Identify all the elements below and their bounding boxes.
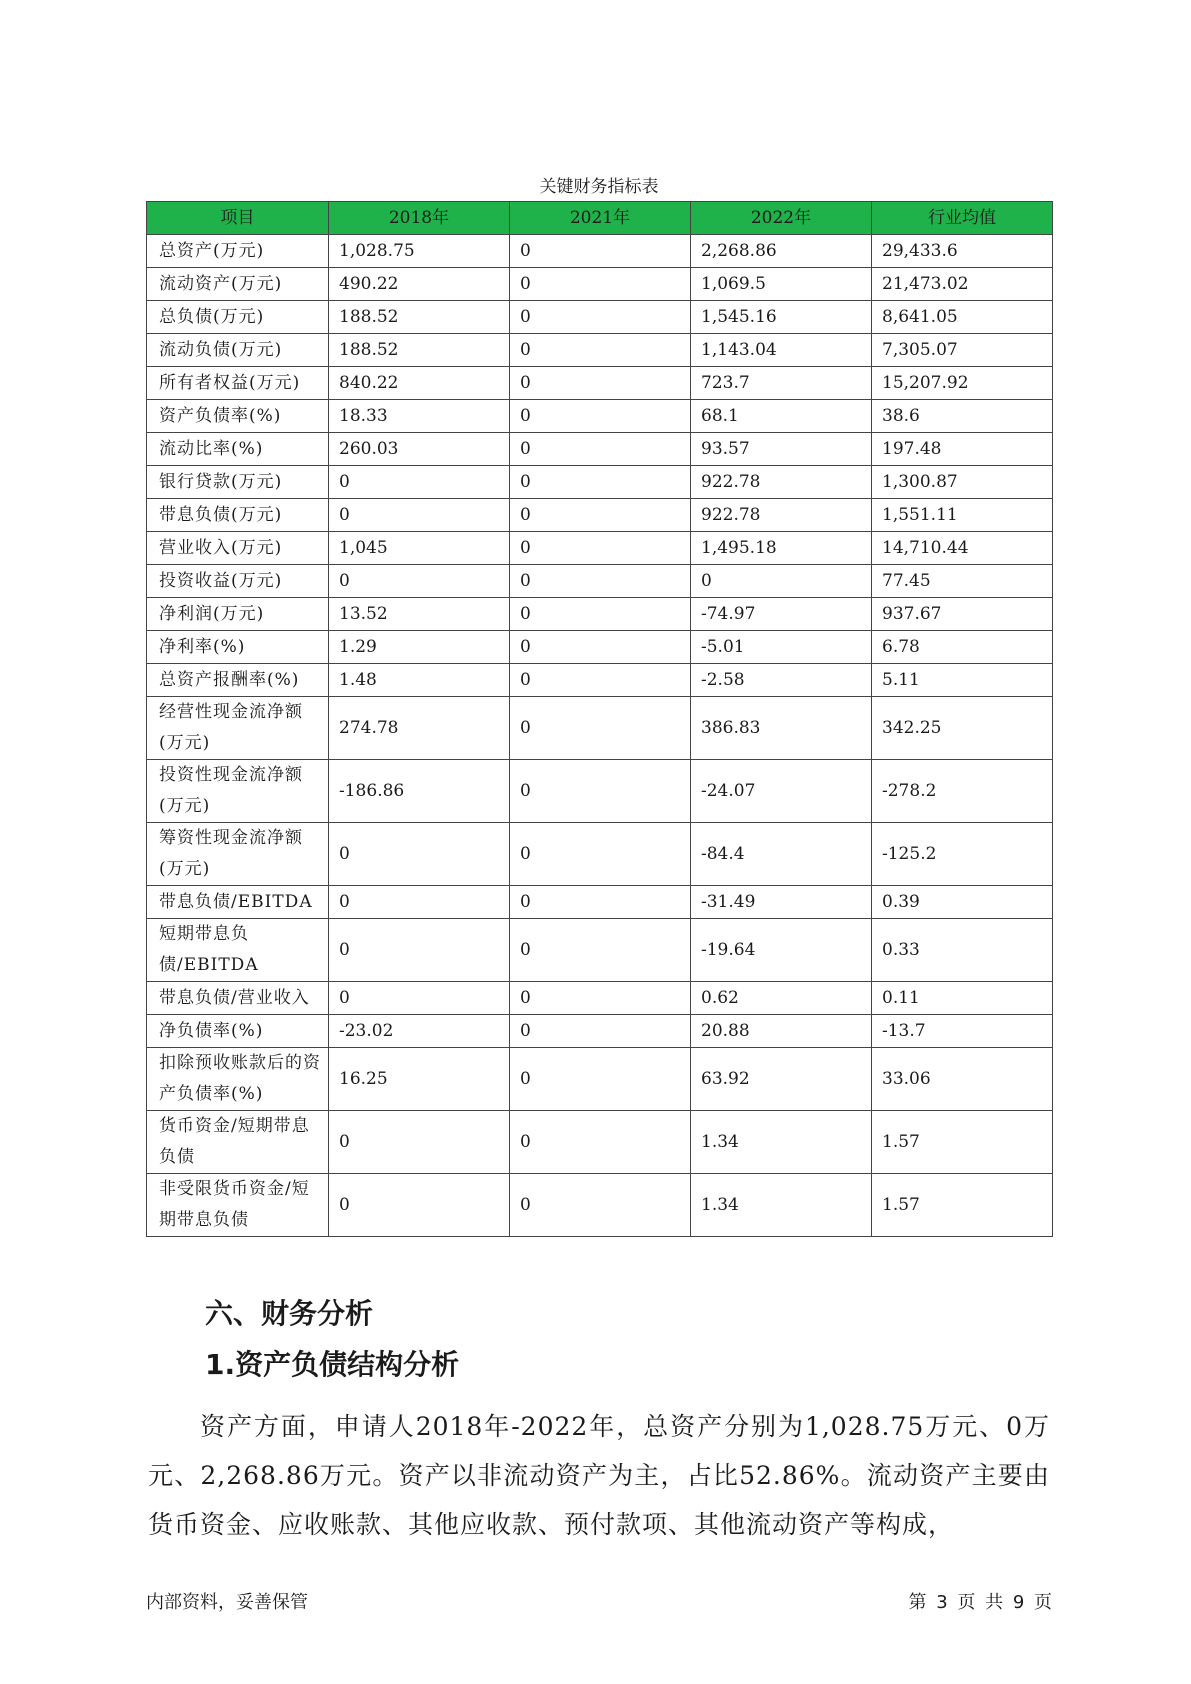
row-item-label: 经营性现金流净额(万元) [147,697,329,760]
row-item-label: 银行贷款(万元) [147,466,329,499]
cell-2018: 1.29 [329,631,510,664]
table-row [147,268,1053,301]
cell-2022: 68.1 [691,400,872,433]
row-item-label: 带息负债/EBITDA [147,886,329,919]
cell-2021: 0 [510,760,691,823]
table-row [147,1015,1053,1048]
cell-2018: 260.03 [329,433,510,466]
cell-2022: 63.92 [691,1048,872,1111]
cell-2022: 1,495.18 [691,532,872,565]
row-item-label: 净利润(万元) [147,598,329,631]
cell-industry-avg: 77.45 [872,565,1053,598]
row-item-label: 短期带息负债/EBITDA [147,919,329,982]
cell-2021: 0 [510,565,691,598]
header-2018: 2018年 [329,202,510,235]
cell-industry-avg: 1.57 [872,1174,1053,1237]
header-2022: 2022年 [691,202,872,235]
cell-2022: -24.07 [691,760,872,823]
cell-2018: 0 [329,466,510,499]
row-item-label: 总资产(万元) [147,235,329,268]
cell-2022: 1,069.5 [691,268,872,301]
cell-2022: 0.62 [691,982,872,1015]
table-header-row [147,202,1053,235]
cell-2022: -19.64 [691,919,872,982]
header-industry-avg: 行业均值 [872,202,1053,235]
row-item-label: 流动资产(万元) [147,268,329,301]
cell-2018: 1.48 [329,664,510,697]
row-item-label: 营业收入(万元) [147,532,329,565]
row-item-label: 投资性现金流净额(万元) [147,760,329,823]
cell-2021: 0 [510,400,691,433]
cell-industry-avg: -125.2 [872,823,1053,886]
cell-2021: 0 [510,433,691,466]
analysis-paragraph: 资产方面，申请人2018年-2022年，总资产分别为1,028.75万元、0万元、2,268.86万元。资产以非流动资产为主，占比52.86%。流动资产主要由货币资金、应收账款、其他应收款、预付款项、其他流动资产等构成， [148,1412,1050,1539]
cell-2018: 16.25 [329,1048,510,1111]
row-item-label: 货币资金/短期带息负债 [147,1111,329,1174]
cell-industry-avg: 1,551.11 [872,499,1053,532]
table-row [147,466,1053,499]
cell-2021: 0 [510,1174,691,1237]
cell-2018: 0 [329,499,510,532]
footer-page-number: 第 3 页 共 9 页 [908,1592,1052,1613]
cell-2018: 1,045 [329,532,510,565]
cell-industry-avg: 14,710.44 [872,532,1053,565]
cell-2018: 0 [329,919,510,982]
table-row [147,235,1053,268]
row-item-label: 流动比率(%) [147,433,329,466]
cell-2022: -2.58 [691,664,872,697]
cell-industry-avg: 21,473.02 [872,268,1053,301]
cell-2022: 20.88 [691,1015,872,1048]
cell-2021: 0 [510,664,691,697]
cell-2018: 274.78 [329,697,510,760]
cell-2018: 0 [329,1174,510,1237]
cell-industry-avg: 5.11 [872,664,1053,697]
cell-industry-avg: 33.06 [872,1048,1053,1111]
cell-2022: -5.01 [691,631,872,664]
cell-2021: 0 [510,466,691,499]
cell-2018: 188.52 [329,301,510,334]
row-item-label: 资产负债率(%) [147,400,329,433]
cell-2021: 0 [510,334,691,367]
cell-industry-avg: 7,305.07 [872,334,1053,367]
cell-2022: -74.97 [691,598,872,631]
table-row [147,823,1053,886]
cell-2022: 0 [691,565,872,598]
cell-2022: 1.34 [691,1174,872,1237]
cell-2022: 922.78 [691,499,872,532]
row-item-label: 扣除预收账款后的资产负债率(%) [147,1048,329,1111]
table-row [147,334,1053,367]
table-row [147,1048,1053,1111]
row-item-label: 净利率(%) [147,631,329,664]
table-row [147,400,1053,433]
footer-confidential-note: 内部资料，妥善保管 [146,1592,308,1613]
table-row [147,433,1053,466]
row-item-label: 总资产报酬率(%) [147,664,329,697]
table-row [147,598,1053,631]
table-row [147,367,1053,400]
cell-2018: 13.52 [329,598,510,631]
cell-2018: 0 [329,886,510,919]
cell-industry-avg: 1.57 [872,1111,1053,1174]
cell-industry-avg: 6.78 [872,631,1053,664]
cell-industry-avg: 29,433.6 [872,235,1053,268]
section-heading: 六、财务分析 [205,1297,374,1330]
cell-2022: 1.34 [691,1111,872,1174]
cell-2021: 0 [510,268,691,301]
table-row [147,982,1053,1015]
header-2021: 2021年 [510,202,691,235]
table-row [147,760,1053,823]
cell-industry-avg: 38.6 [872,400,1053,433]
cell-2022: -31.49 [691,886,872,919]
table-row [147,886,1053,919]
row-item-label: 投资收益(万元) [147,565,329,598]
cell-2018: 18.33 [329,400,510,433]
cell-2021: 0 [510,532,691,565]
cell-industry-avg: 15,207.92 [872,367,1053,400]
table-row [147,301,1053,334]
table-row [147,697,1053,760]
cell-industry-avg: 1,300.87 [872,466,1053,499]
cell-2021: 0 [510,235,691,268]
cell-2021: 0 [510,1048,691,1111]
cell-2018: 0 [329,1111,510,1174]
cell-2018: -23.02 [329,1015,510,1048]
table-caption: 关键财务指标表 [539,177,659,197]
table-row [147,499,1053,532]
cell-2021: 0 [510,598,691,631]
cell-2021: 0 [510,1015,691,1048]
cell-2021: 0 [510,697,691,760]
cell-2022: 93.57 [691,433,872,466]
cell-industry-avg: 197.48 [872,433,1053,466]
cell-2021: 0 [510,367,691,400]
cell-industry-avg: 342.25 [872,697,1053,760]
table-row [147,919,1053,982]
cell-2021: 0 [510,499,691,532]
table-body [147,235,1053,1237]
table-row [147,1174,1053,1237]
cell-2022: 1,143.04 [691,334,872,367]
table-row [147,565,1053,598]
cell-2022: 723.7 [691,367,872,400]
cell-2018: 0 [329,823,510,886]
cell-industry-avg: -13.7 [872,1015,1053,1048]
cell-2021: 0 [510,982,691,1015]
cell-industry-avg: 0.11 [872,982,1053,1015]
row-item-label: 非受限货币资金/短期带息负债 [147,1174,329,1237]
table-row [147,664,1053,697]
cell-2018: 1,028.75 [329,235,510,268]
cell-industry-avg: 937.67 [872,598,1053,631]
cell-2018: 0 [329,982,510,1015]
cell-2021: 0 [510,886,691,919]
cell-industry-avg: -278.2 [872,760,1053,823]
table-row [147,532,1053,565]
cell-2021: 0 [510,1111,691,1174]
row-item-label: 净负债率(%) [147,1015,329,1048]
cell-2022: 922.78 [691,466,872,499]
row-item-label: 流动负债(万元) [147,334,329,367]
cell-2022: -84.4 [691,823,872,886]
cell-2021: 0 [510,301,691,334]
cell-industry-avg: 0.39 [872,886,1053,919]
row-item-label: 总负债(万元) [147,301,329,334]
table-row [147,1111,1053,1174]
cell-2018: -186.86 [329,760,510,823]
section-subheading: 1.资产负债结构分析 [205,1348,460,1381]
row-item-label: 带息负债/营业收入 [147,982,329,1015]
cell-2021: 0 [510,631,691,664]
cell-2022: 2,268.86 [691,235,872,268]
financial-indicators-table [146,201,1053,1237]
table-row [147,631,1053,664]
row-item-label: 带息负债(万元) [147,499,329,532]
cell-2022: 386.83 [691,697,872,760]
cell-2018: 188.52 [329,334,510,367]
cell-2018: 0 [329,565,510,598]
row-item-label: 所有者权益(万元) [147,367,329,400]
cell-2018: 490.22 [329,268,510,301]
cell-2018: 840.22 [329,367,510,400]
row-item-label: 筹资性现金流净额(万元) [147,823,329,886]
header-item: 项目 [147,202,329,235]
cell-2021: 0 [510,919,691,982]
cell-industry-avg: 8,641.05 [872,301,1053,334]
cell-2021: 0 [510,823,691,886]
cell-2022: 1,545.16 [691,301,872,334]
cell-industry-avg: 0.33 [872,919,1053,982]
